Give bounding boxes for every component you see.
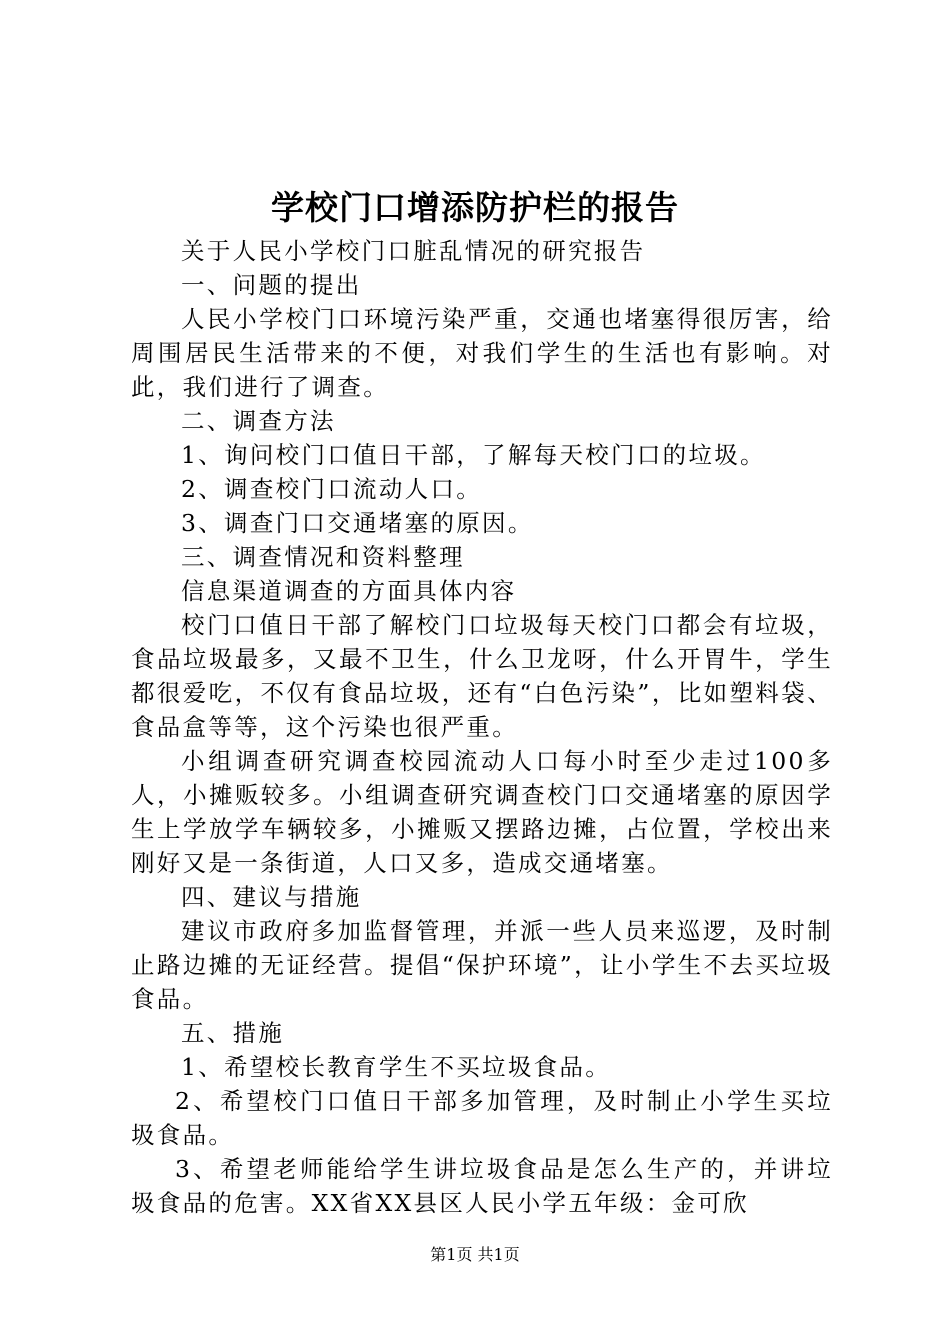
list-item-measure-3: 3、希望老师能给学生讲垃圾食品是怎么生产的，并讲垃圾食品的危害。XX省XX县区人民小学五年级：金可欣: [131, 1155, 833, 1217]
paragraph-findings-intro: 信息渠道调查的方面具体内容: [181, 577, 517, 605]
paragraph-findings-traffic: 小组调查研究调查校园流动人口每小时至少走过100多人，小摊贩较多。小组调查研究调查校门口交通堵塞的原因学生上学放学车辆较多，小摊贩又摆路边摊，占位置，学校出来刚好又是一条街道，人口又多，造成交通堵塞。: [131, 747, 833, 877]
heading-suggestions: 四、建议与措施: [181, 883, 362, 911]
heading-method: 二、调查方法: [181, 407, 336, 435]
list-item-method-1: 1、询问校门口值日干部，了解每天校门口的垃圾。: [181, 441, 766, 469]
paragraph-suggestions: 建议市政府多加监督管理，并派一些人员来巡逻，及时制止路边摊的无证经营。提倡“保护环境”，让小学生不去买垃圾食品。: [131, 917, 833, 1013]
paragraph-report-subtitle: 关于人民小学校门口脏乱情况的研究报告: [181, 237, 646, 265]
page-footer: 第1页 共1页: [430, 1245, 520, 1264]
document-body: [131, 234, 833, 1220]
heading-problem: 一、问题的提出: [181, 271, 362, 299]
list-item-measure-1: 1、希望校长教育学生不买垃圾食品。: [181, 1053, 612, 1081]
list-item-method-2: 2、调查校门口流动人口。: [181, 475, 483, 503]
list-item-method-3: 3、调查门口交通堵塞的原因。: [181, 509, 534, 537]
heading-findings: 三、调查情况和资料整理: [181, 543, 465, 571]
document-title: 学校门口增添防护栏的报告: [271, 188, 679, 227]
list-item-measure-2: 2、希望校门口值日干部多加管理，及时制止小学生买垃圾食品。: [131, 1087, 833, 1149]
heading-measures: 五、措施: [181, 1019, 285, 1047]
paragraph-problem: 人民小学校门口环境污染严重，交通也堵塞得很厉害，给周围居民生活带来的不便，对我们学生的生活也有影响。对此，我们进行了调查。: [131, 305, 833, 401]
paragraph-findings-garbage: 校门口值日干部了解校门口垃圾每天校门口都会有垃圾，食品垃圾最多，又最不卫生，什么卫龙呀，什么开胃牛，学生都很爱吃，不仅有食品垃圾，还有“白色污染”，比如塑料袋、食品盒等等，这个污染也很严重。: [131, 611, 833, 741]
